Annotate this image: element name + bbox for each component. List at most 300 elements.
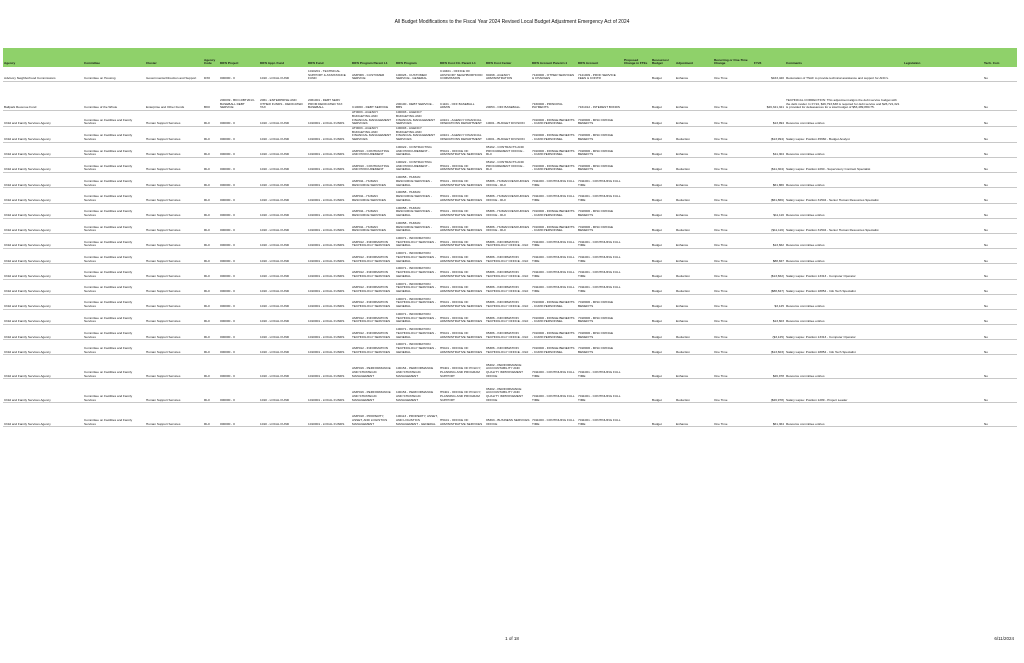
table-cell: Committee on Facilities and Family Services — [83, 325, 145, 340]
table-cell: H5101 - OFFICE OF ADMINISTRATIVE SERVICES — [439, 309, 485, 324]
table-cell: DX0 — [203, 67, 219, 82]
table-cell: Human Support Services — [145, 279, 203, 294]
column-header: Agency Code — [203, 48, 219, 67]
table-cell — [623, 340, 651, 355]
table-cell: $11,116 — [753, 203, 785, 218]
table-cell: Budget — [651, 279, 675, 294]
table-cell: Human Support Services — [145, 340, 203, 355]
table-cell: Resource committee entries — [785, 403, 903, 427]
table-cell: 7011000 - CONTINUING FULL TIME — [531, 403, 577, 427]
table-cell: 000000 - 0 — [219, 158, 259, 173]
table-cell: 1010001 - LOCAL FUNDS — [307, 325, 351, 340]
table-cell: Reduction — [675, 188, 713, 203]
table-cell: 000000 - 0 — [219, 249, 259, 264]
table-cell: 000000 - 0 — [219, 67, 259, 82]
table-cell: Budget — [651, 379, 675, 403]
table-cell: No — [983, 279, 1017, 294]
table-cell: 7011000 - CONTINUING FULL TIME — [531, 264, 577, 279]
table-cell: 7011001 - CONTINUING FULL TIME — [577, 188, 623, 203]
table-cell: 1010001 - LOCAL FUNDS — [307, 403, 351, 427]
table-cell: $61,364 — [753, 403, 785, 427]
table-cell: $13,662 — [753, 233, 785, 248]
table-cell: Resource committee entries — [785, 249, 903, 264]
table-cell — [623, 188, 651, 203]
table-cell: RL0 — [203, 158, 219, 173]
table-cell: No — [983, 82, 1017, 111]
table-cell: 100022 - CONTRACTING AND PROCUREMENT - GENERAL — [395, 142, 439, 157]
table-cell: Child and Family Services Agency — [3, 203, 83, 218]
table-cell: $26,978 — [753, 355, 785, 379]
table-cell: RL0 — [203, 325, 219, 340]
table-cell: Committee on Facilities and Family Services — [83, 264, 145, 279]
table-cell: 95386 - INFORMATION TECHNOLOGY OFFICE - RL0 — [485, 279, 531, 294]
table-cell: 1010 - LOCAL FUND — [259, 233, 307, 248]
table-cell: One Time — [713, 82, 753, 111]
table-cell: Committee on Facilities and Family Services — [83, 249, 145, 264]
table-cell: Child and Family Services Agency — [3, 233, 83, 248]
table-cell: 1010 - LOCAL FUND — [259, 379, 307, 403]
table-cell: Committee on Facilities and Family Services — [83, 355, 145, 379]
table-cell: 95386 - HUMAN RESOURCES OFFICE - RL0 — [485, 218, 531, 233]
table-cell: Human Support Services — [145, 127, 203, 143]
table-cell: Human Support Services — [145, 188, 203, 203]
table-cell: One Time — [713, 279, 753, 294]
column-header: Committee — [83, 48, 145, 67]
table-cell: 1010001 - LOCAL FUNDS — [307, 379, 351, 403]
table-cell: 000000 - 0 — [219, 355, 259, 379]
print-date: 6/11/2024 — [994, 636, 1014, 641]
table-cell — [903, 203, 983, 218]
table-cell: One Time — [713, 173, 753, 188]
table-cell: 1010001 - LOCAL FUNDS — [307, 127, 351, 143]
table-row — [3, 264, 1017, 279]
table-row — [3, 173, 1017, 188]
table-cell: 7010000 - FRINGE BENEFITS - CURR PERSONNEL — [531, 325, 577, 340]
table-cell: Human Support Services — [145, 309, 203, 324]
table-cell: $163,420 — [753, 67, 785, 82]
table-cell: Resource committee entries — [785, 233, 903, 248]
table-cell: Child and Family Services Agency — [3, 294, 83, 309]
table-cell: 1010001 - LOCAL FUNDS — [307, 309, 351, 324]
table-cell: Ballpark Revenue Fund — [3, 82, 83, 111]
table-cell: 7011001 - CONTINUING FULL TIME — [577, 233, 623, 248]
table-cell: C1101 - OFF BASEBALL ADMIN — [439, 82, 485, 111]
column-header: Resources/ Budget — [651, 48, 675, 67]
table-cell: H5101 - OFFICE OF ADMINISTRATIVE SERVICES — [439, 249, 485, 264]
table-cell: Reduction — [675, 158, 713, 173]
table-cell: H5101 - OFFICE OF ADMINISTRATIVE SERVICES — [439, 173, 485, 188]
table-cell: 1010001 - LOCAL FUNDS — [307, 111, 351, 127]
table-cell: No — [983, 340, 1017, 355]
table-cell: 200039 - BKO-DBT2013-BASEBALL DEBT SERVICE — [219, 82, 259, 111]
column-header: FY24 — [753, 48, 785, 67]
table-cell: 95386 - HUMAN RESOURCES OFFICE - RL0 — [485, 203, 531, 218]
column-header: DIFS Account — [577, 48, 623, 67]
table-cell: 1010001 - LOCAL FUNDS — [307, 203, 351, 218]
table-cell: 1010001 - LOCAL FUNDS — [307, 233, 351, 248]
table-cell — [903, 173, 983, 188]
page-title: All Budget Modifications to the Fiscal Year 2024 Revised Local Budget Adjustment Emergency Act of 2024 — [394, 19, 630, 25]
table-cell: Enhance — [675, 249, 713, 264]
column-header: DIFS Fund — [307, 48, 351, 67]
table-cell: 100071 - INFORMATION TECHNOLOGY SERVICES - GENERAL — [395, 264, 439, 279]
table-cell: 7011001 - CONTINUING FULL TIME — [577, 355, 623, 379]
table-cell: AT0003 - AGENCY BUDGETING AND FINANCIAL MANAGEMENT SERVICES — [351, 111, 395, 127]
table-cell: AT0003 - AGENCY BUDGETING AND FINANCIAL MANAGEMENT SERVICES — [351, 127, 395, 143]
table-row — [3, 294, 1017, 309]
table-cell: $3,125 — [753, 294, 785, 309]
table-cell: 7011000 - CONTINUING FULL TIME — [531, 173, 577, 188]
column-header: Proposed Change in FTEs — [623, 48, 651, 67]
table-cell: 7011000 - CONTINUING FULL TIME — [531, 233, 577, 248]
table-cell: RL0 — [203, 218, 219, 233]
table-cell: 1010 - LOCAL FUND — [259, 158, 307, 173]
table-row — [3, 203, 1017, 218]
table-cell: H5101 - OFFICE OF ADMINISTRATIVE SERVICES — [439, 233, 485, 248]
table-cell: RL0 — [203, 127, 219, 143]
table-cell: No — [983, 294, 1017, 309]
table-cell: Budget — [651, 264, 675, 279]
table-cell: Budget — [651, 67, 675, 82]
table-cell: AMP011 - HUMAN RESOURCE SERVICES — [351, 188, 395, 203]
table-cell — [903, 158, 983, 173]
table-cell: $61,866 — [753, 173, 785, 188]
table-cell: Committee on Facilities and Family Services — [83, 173, 145, 188]
table-cell: 7011000 - CONTINUING FULL TIME — [531, 379, 577, 403]
table-cell: 7010000 - FRINGE BENEFITS - CURR PERSONNEL — [531, 294, 577, 309]
table-cell: 2061 - ENTERPRISE AND OTHER FUNDS - DEDICATED TAX — [259, 82, 307, 111]
table-cell: 000000 - 0 — [219, 403, 259, 427]
table-cell: ($88,847) — [753, 279, 785, 294]
table-cell: H5101 - OFFICE OF ADMINISTRATIVE SERVICES — [439, 279, 485, 294]
table-cell — [903, 111, 983, 127]
table-cell: 7010000 - FRINGE BENEFITS - CURR PERSONNEL — [531, 203, 577, 218]
table-cell: 100071 - INFORMATION TECHNOLOGY SERVICES - GENERAL — [395, 279, 439, 294]
table-cell: C10401 - OFFICE OF ADVISORY NEIGHBORHOOD COMMISSION — [439, 67, 485, 82]
column-header: DIFS Project — [219, 48, 259, 67]
table-cell: AMP011 - HUMAN RESOURCE SERVICES — [351, 203, 395, 218]
table-cell: One Time — [713, 67, 753, 82]
table-cell: Child and Family Services Agency — [3, 111, 83, 127]
table-cell: H5101 - OFFICE OF ADMINISTRATIVE SERVICES — [439, 264, 485, 279]
table-cell: No — [983, 142, 1017, 157]
table-cell: H5101 - OFFICE OF ADMINISTRATIVE SERVICES — [439, 403, 485, 427]
table-cell: No — [983, 264, 1017, 279]
table-cell: 200100 - DEBT SERVICE - BBS — [395, 82, 439, 111]
table-row — [3, 218, 1017, 233]
table-cell: 100003 - AGENCY BUDGETING AND FINANCIAL MANAGEMENT SERVICES — [395, 111, 439, 127]
table-row — [3, 355, 1017, 379]
table-row — [3, 340, 1017, 355]
table-cell: 000000 - 0 — [219, 111, 259, 127]
table-cell — [903, 82, 983, 111]
table-cell: One Time — [713, 264, 753, 279]
table-cell — [623, 127, 651, 143]
table-cell — [623, 249, 651, 264]
table-body — [3, 67, 1017, 427]
table-cell: Reduction — [675, 218, 713, 233]
table-cell: No — [983, 379, 1017, 403]
table-cell: 1010001 - LOCAL FUNDS — [307, 355, 351, 379]
table-cell: One Time — [713, 158, 753, 173]
table-cell: 7018006 - MISC FRINGE BENEFITS — [577, 111, 623, 127]
table-cell: Budget — [651, 188, 675, 203]
table-cell — [623, 294, 651, 309]
table-cell: Human Support Services — [145, 203, 203, 218]
table-cell: Resource committee entries — [785, 203, 903, 218]
table-cell — [903, 403, 983, 427]
table-cell: 1010 - LOCAL FUND — [259, 309, 307, 324]
table-row — [3, 111, 1017, 127]
table-cell: 95386 - HUMAN RESOURCES OFFICE - RL0 — [485, 188, 531, 203]
table-cell — [623, 218, 651, 233]
budget-modifications-table — [3, 48, 1017, 427]
table-cell: Reduction — [675, 379, 713, 403]
table-cell: 1010 - LOCAL FUND — [259, 203, 307, 218]
table-cell: Budget — [651, 142, 675, 157]
table-cell: 1010001 - LOCAL FUNDS — [307, 158, 351, 173]
table-cell: H5401 - OFFICE OF POLICY, PLANNING AND PROGRAM SUPPORT — [439, 355, 485, 379]
table-cell: Committee on Facilities and Family Services — [83, 203, 145, 218]
budget-table-wrapper — [3, 48, 1017, 427]
table-cell: Human Support Services — [145, 111, 203, 127]
table-cell: Committee on Facilities and Family Services — [83, 294, 145, 309]
table-cell — [623, 203, 651, 218]
table-cell: RL0 — [203, 340, 219, 355]
table-cell: AMP012 - INFORMATION TECHNOLOGY SERVICES — [351, 294, 395, 309]
table-row — [3, 188, 1017, 203]
table-cell: RL0 — [203, 203, 219, 218]
table-cell: RL0 — [203, 233, 219, 248]
table-cell: AMP011 - HUMAN RESOURCE SERVICES — [351, 173, 395, 188]
table-cell: No — [983, 403, 1017, 427]
table-cell — [623, 403, 651, 427]
table-cell: 1010 - LOCAL FUND — [259, 325, 307, 340]
table-cell: Enhance — [675, 67, 713, 82]
table-cell: 7010000 - FRINGE BENEFITS - CURR PERSONNEL — [531, 127, 577, 143]
table-cell: Enhance — [675, 111, 713, 127]
table-cell: AMP012 - INFORMATION TECHNOLOGY SERVICES — [351, 340, 395, 355]
table-cell: H5401 - OFFICE OF POLICY, PLANNING AND PROGRAM SUPPORT — [439, 379, 485, 403]
table-cell: Child and Family Services Agency — [3, 264, 83, 279]
table-cell: 1010001 - LOCAL FUNDS — [307, 340, 351, 355]
column-header: Agency — [3, 48, 83, 67]
table-cell — [623, 142, 651, 157]
table-cell: Human Support Services — [145, 294, 203, 309]
table-cell: Budget — [651, 82, 675, 111]
table-cell: Resource committee entries — [785, 355, 903, 379]
table-cell: 000000 - 0 — [219, 309, 259, 324]
table-row — [3, 82, 1017, 111]
table-cell: No — [983, 127, 1017, 143]
table-cell: One Time — [713, 249, 753, 264]
table-cell — [903, 264, 983, 279]
table-cell: Committee on Facilities and Family Services — [83, 233, 145, 248]
table-cell: 100071 - INFORMATION TECHNOLOGY SERVICES - GENERAL — [395, 249, 439, 264]
column-header: DIFS Cost Ctr. Parent L1 — [439, 48, 485, 67]
table-cell: 7011000 - CONTINUING FULL TIME — [531, 249, 577, 264]
table-cell: Budget — [651, 173, 675, 188]
table-cell: 100058 - HUMAN RESOURCE SERVICES - GENERAL — [395, 203, 439, 218]
table-row — [3, 403, 1017, 427]
table-cell: RL0 — [203, 279, 219, 294]
table-cell: 7018006 - MISC FRINGE BENEFITS — [577, 340, 623, 355]
table-cell: 7018006 - MISC FRINGE BENEFITS — [577, 218, 623, 233]
table-cell — [623, 111, 651, 127]
table-cell: 100154 - PERFORMANCE AND STRATEGIC MANAGEMENT — [395, 355, 439, 379]
table-cell — [623, 233, 651, 248]
table-cell: 100058 - HUMAN RESOURCE SERVICES - GENERAL — [395, 173, 439, 188]
table-cell — [903, 218, 983, 233]
table-cell: A0101 - AGENCY FINANCIAL OPERATIONS DEPARTMENT — [439, 127, 485, 143]
table-cell: Enhance — [675, 233, 713, 248]
table-cell: Budget — [651, 309, 675, 324]
table-cell: 000000 - 0 — [219, 233, 259, 248]
table-cell: 7011001 - CONTINUING FULL TIME — [577, 264, 623, 279]
table-cell: 100026 - CUSTOMER SERVICE - GENERAL — [395, 67, 439, 82]
column-header: Comments — [785, 48, 903, 67]
table-cell: A0101 - AGENCY FINANCIAL OPERATIONS DEPARTMENT — [439, 111, 485, 127]
table-cell: Budget — [651, 249, 675, 264]
table-cell: ($26,978) — [753, 379, 785, 403]
table-cell: Budget — [651, 218, 675, 233]
table-cell: Salary Lapse: Position 1289 - Project Leader — [785, 379, 903, 403]
table-cell: 7011000 - CONTINUING FULL TIME — [531, 279, 577, 294]
table-cell: RL0 — [203, 309, 219, 324]
table-cell: One Time — [713, 340, 753, 355]
table-cell: Reduction — [675, 279, 713, 294]
table-cell — [903, 309, 983, 324]
table-cell: 1010001 - LOCAL FUNDS — [307, 249, 351, 264]
table-cell: Budget — [651, 111, 675, 127]
table-cell: No — [983, 233, 1017, 248]
table-cell: One Time — [713, 325, 753, 340]
table-row — [3, 309, 1017, 324]
table-cell: AMP010 - CONTRACTING AND PROCUREMENT — [351, 142, 395, 157]
table-row — [3, 142, 1017, 157]
table-cell: $88,847 — [753, 249, 785, 264]
table-cell: Child and Family Services Agency — [3, 340, 83, 355]
table-cell: H5101 - OFFICE OF ADMINISTRATIVE SERVICES — [439, 294, 485, 309]
table-cell: 7011001 - CONTINUING FULL TIME — [577, 173, 623, 188]
table-cell: Human Support Services — [145, 403, 203, 427]
table-cell: One Time — [713, 188, 753, 203]
table-cell: ($3,125) — [753, 325, 785, 340]
table-cell: 95386 - INFORMATION TECHNOLOGY OFFICE - RL0 — [485, 233, 531, 248]
table-cell: 1010 - LOCAL FUND — [259, 279, 307, 294]
table-cell: 100071 - INFORMATION TECHNOLOGY SERVICES - GENERAL — [395, 325, 439, 340]
table-cell: AMP016 - PERFORMANCE AND STRATEGIC MANAGEMENT — [351, 355, 395, 379]
table-cell: 1010 - LOCAL FUND — [259, 264, 307, 279]
table-cell: ($11,116) — [753, 218, 785, 233]
column-header: Legislation — [903, 48, 983, 67]
table-cell: No — [983, 67, 1017, 82]
table-cell: RL0 — [203, 294, 219, 309]
table-cell: Child and Family Services Agency — [3, 279, 83, 294]
table-cell: Reduction — [675, 325, 713, 340]
table-cell: Resource committee entries — [785, 309, 903, 324]
table-cell: Salary Lapse: Position 13313 - Computer Operator — [785, 264, 903, 279]
table-row — [3, 279, 1017, 294]
table-cell — [903, 127, 983, 143]
table-cell: Committee on Facilities and Family Services — [83, 127, 145, 143]
table-cell: Child and Family Services Agency — [3, 142, 83, 157]
table-cell — [623, 379, 651, 403]
table-cell: Enterprise and Other Funds — [145, 82, 203, 111]
table-cell: 1010001 - LOCAL FUNDS — [307, 142, 351, 157]
table-cell: One Time — [713, 294, 753, 309]
table-cell: Child and Family Services Agency — [3, 379, 83, 403]
table-cell: 000000 - 0 — [219, 127, 259, 143]
table-cell — [623, 173, 651, 188]
table-cell: 7011001 - CONTINUING FULL TIME — [577, 379, 623, 403]
table-cell — [623, 355, 651, 379]
table-cell: No — [983, 111, 1017, 127]
table-cell: Budget — [651, 233, 675, 248]
page-number: 1 of 18 — [505, 636, 519, 641]
table-cell: 95386 - INFORMATION TECHNOLOGY OFFICE - RL0 — [485, 325, 531, 340]
table-cell: 1010001 - LOCAL FUNDS — [307, 279, 351, 294]
table-cell: 1010 - LOCAL FUND — [259, 67, 307, 82]
table-cell: Resource committee entries — [785, 142, 903, 157]
table-cell: One Time — [713, 309, 753, 324]
table-cell: 1010001 - LOCAL FUNDS — [307, 294, 351, 309]
table-cell: 7018006 - MISC FRINGE BENEFITS — [577, 127, 623, 143]
table-cell: AMP006 - CUSTOMER SERVICE — [351, 67, 395, 82]
table-cell: Resource committee entries — [785, 294, 903, 309]
table-cell: 10001 - BUDGET DIVISION — [485, 111, 531, 127]
table-cell — [903, 355, 983, 379]
table-cell: 000000 - 0 — [219, 264, 259, 279]
table-cell: H5101 - OFFICE OF ADMINISTRATIVE SERVICES — [439, 218, 485, 233]
table-cell: 2061001 - DEBT SERV PROM DEDICATED TAX BASEBALL — [307, 82, 351, 111]
column-header: DIFS Account Parent L1 — [531, 48, 577, 67]
table-cell: ($13,662) — [753, 264, 785, 279]
table-cell: Enhance — [675, 173, 713, 188]
table-cell: AMP012 - INFORMATION TECHNOLOGY SERVICES — [351, 309, 395, 324]
table-cell — [623, 279, 651, 294]
table-cell — [903, 340, 983, 355]
table-row — [3, 233, 1017, 248]
table-cell: H5101 - OFFICE OF ADMINISTRATIVE SERVICES — [439, 203, 485, 218]
table-cell: H5101 - OFFICE OF ADMINISTRATIVE SERVICES — [439, 325, 485, 340]
table-cell: 000000 - 0 — [219, 279, 259, 294]
table-cell: TECHNICAL CORRECTION: This adjustment aligns the debt service budget with the debt model. In FY24, $26,793,638 is required for debt service and $26,721,321 is provided for defeasances for a total budget of $53,489,880.75. — [785, 82, 903, 111]
table-cell: Committee on Facilities and Family Services — [83, 403, 145, 427]
table-cell: 7011000 - CONTINUING FULL TIME — [531, 188, 577, 203]
table-cell: AMP012 - INFORMATION TECHNOLOGY SERVICES — [351, 325, 395, 340]
table-cell: Child and Family Services Agency — [3, 403, 83, 427]
table-cell: One Time — [713, 111, 753, 127]
table-cell: 1010 - LOCAL FUND — [259, 218, 307, 233]
table-cell: Child and Family Services Agency — [3, 249, 83, 264]
table-cell: 7010000 - FRINGE BENEFITS - CURR PERSONNEL — [531, 111, 577, 127]
table-cell: One Time — [713, 218, 753, 233]
table-cell: 7160000 - PRINCIPAL PAYMENTS — [531, 82, 577, 111]
table-cell: C10060 - DEBT SERVICE — [351, 82, 395, 111]
table-cell: 1010201 - TECHNICAL SUPPORT & ASSISTANCE FUND — [307, 67, 351, 82]
table-cell: Child and Family Services Agency — [3, 188, 83, 203]
table-cell: 7018006 - MISC FRINGE BENEFITS — [577, 142, 623, 157]
table-cell: 95402 - PERFORMANCE ACCOUNTABILITY AND QUALITY IMPROVEMENT OFFICE — [485, 379, 531, 403]
table-cell: RL0 — [203, 403, 219, 427]
table-cell: Governmental Direction and Support — [145, 67, 203, 82]
table-cell: 000000 - 0 — [219, 325, 259, 340]
table-cell: 95386 - INFORMATION TECHNOLOGY OFFICE - RL0 — [485, 309, 531, 324]
table-cell: 1010001 - LOCAL FUNDS — [307, 173, 351, 188]
table-cell: 100071 - INFORMATION TECHNOLOGY SERVICES - GENERAL — [395, 309, 439, 324]
table-cell: $13,603 — [753, 309, 785, 324]
